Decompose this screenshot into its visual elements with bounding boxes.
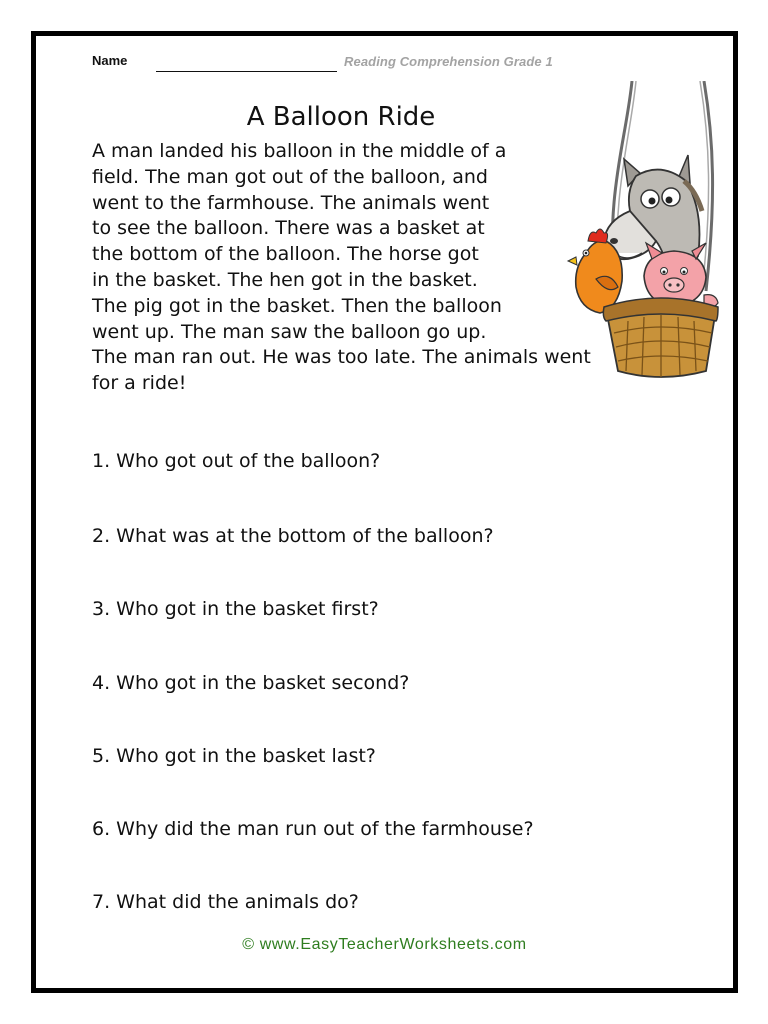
story-line: field. The man got out of the balloon, and: [92, 165, 488, 188]
story-title: A Balloon Ride: [246, 102, 436, 132]
question-6: 6. Why did the man run out of the farmhouse?: [92, 818, 534, 840]
name-label: Name: [92, 53, 128, 68]
question-5: 5. Who got in the basket last?: [92, 745, 376, 767]
story-line: The man ran out. He was too late. The animals went: [92, 346, 591, 369]
story-line: went to the farmhouse. The animals went: [92, 191, 490, 214]
balloon-basket-animals-icon: [566, 81, 731, 381]
worksheet-header: [92, 53, 652, 75]
basket-icon: [603, 298, 718, 377]
story-line: in the basket. The hen got in the basket.: [92, 268, 478, 291]
worksheet-page: [31, 31, 738, 993]
story-line: A man landed his balloon in the middle of a: [92, 140, 507, 162]
question-3: 3. Who got in the basket first?: [92, 598, 379, 620]
question-4: 4. Who got in the basket second?: [92, 672, 410, 694]
story-line: to see the balloon. There was a basket at: [92, 217, 485, 240]
subject-label: Reading Comprehension Grade 1: [344, 54, 553, 69]
question-2: 2. What was at the bottom of the balloon?: [92, 525, 494, 547]
question-1: 1. Who got out of the balloon?: [92, 450, 381, 472]
copyright-footer[interactable]: © www.EasyTeacherWorksheets.com: [242, 936, 527, 953]
story-line: The pig got in the basket. Then the balloon: [92, 294, 502, 317]
question-7: 7. What did the animals do?: [92, 891, 359, 913]
story-line: went up. The man saw the balloon go up.: [92, 320, 487, 343]
story-line: for a ride!: [92, 372, 187, 395]
story-line: the bottom of the balloon. The horse got: [92, 243, 479, 266]
name-write-line: [156, 71, 337, 72]
